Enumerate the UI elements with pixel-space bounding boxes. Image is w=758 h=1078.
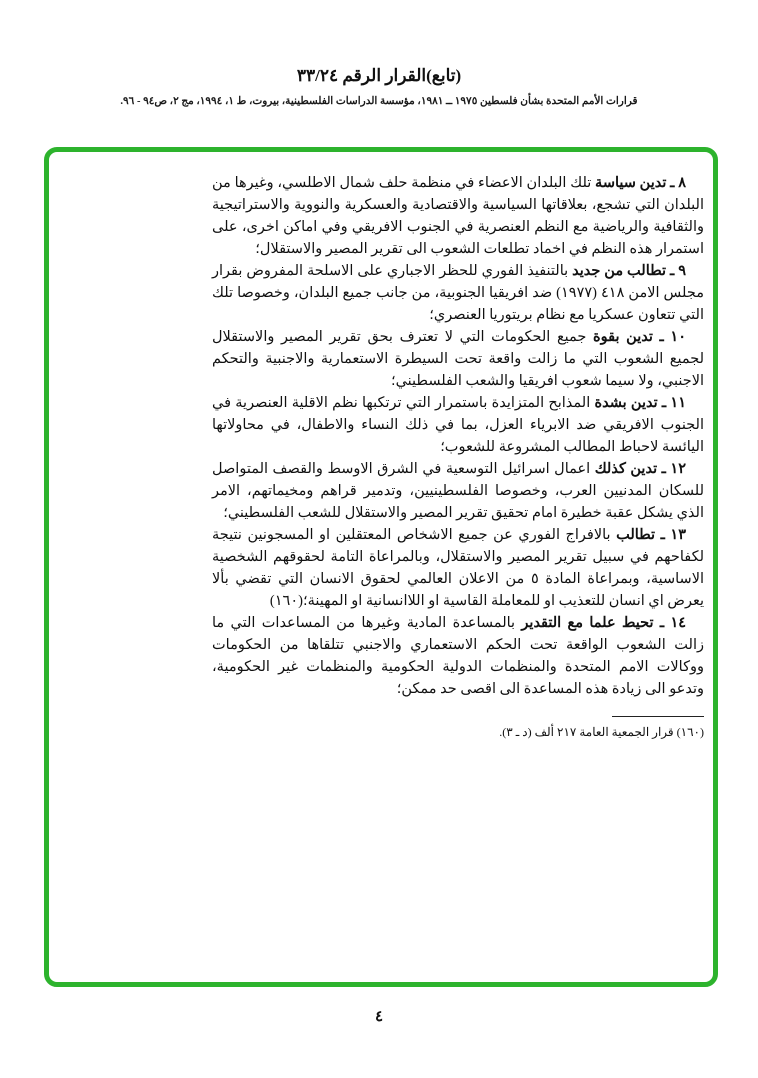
footnote: (١٦٠) قرار الجمعية العامة ٢١٧ ألف (د ـ ٣). — [499, 725, 704, 739]
body-paragraph — [212, 612, 704, 700]
paragraph-lead: ٩ ـ تطالب من جديد — [572, 263, 687, 279]
body-paragraph — [212, 458, 704, 524]
paragraph-lead: ١٤ ـ تحيط علما مع التقدير — [521, 615, 687, 631]
body-paragraph — [212, 392, 704, 458]
paragraph-lead: ٨ ـ تدين سياسة — [595, 175, 686, 191]
paragraph-text: تلك البلدان الاعضاء في منظمة حلف شمال الاطلسي، وغيرها من البلدان التي تشجع، بعلاقاتها السياسية والاقتصادية والعسكرية والنووية والاستراتيجية والثقافية والرياضية مع النظم العنصرية في الجنوب الافريقي وفي اماكن اخرى، على استمرار هذه النظم في اخماد تطلعات الشعوب الى تقرير المصير والاستقلال؛ — [212, 175, 704, 257]
paragraph-lead: ١٢ ـ تدين كذلك — [594, 461, 686, 477]
paragraph-lead: ١٣ ـ تطالب — [616, 527, 686, 543]
paragraph-text: بالتنفيذ الفوري للحظر الاجباري على الاسلحة المفروض بقرار مجلس الامن ٤١٨ (١٩٧٧) ضد افريقيا الجنوبية، من جانب جميع البلدان، وخصوصا تلك التي تتعاون عسكريا مع نظام بريتوريا العنصري؛ — [212, 263, 704, 323]
page-number: ٤ — [374, 1009, 384, 1025]
paragraph-text: بالمساعدة المادية وغيرها من المساعدات التي ما زالت الشعوب الواقعة تحت الحكم الاستعماري والاجنبي تتلقاها من الحكومات ووكالات الامم المتحدة والمنظمات الدولية الحكومية والمنظمات غير الحكومية، وتدعو الى زيادة هذه المساعدة الى اقصى حد ممكن؛ — [212, 615, 704, 697]
body-paragraph — [212, 260, 704, 326]
paragraph-lead: ١١ ـ تدين بشدة — [594, 395, 686, 411]
document-body — [212, 172, 704, 741]
paragraph-text: المذابح المتزايدة باستمرار التي ترتكبها نظم الاقلية العنصرية في الجنوب الافريقي ضد الابرياء العزل، بما في ذلك النساء والاطفال، في محاولاتها اليائسة لاحباط المطالب المشروعة للشعوب؛ — [212, 395, 704, 455]
paragraph-lead: ١٠ ـ تدين بقوة — [593, 329, 686, 345]
footnote-divider — [612, 716, 704, 717]
source-citation: قرارات الأمم المتحدة بشأن فلسطين ١٩٧٥ ــ ١٩٨١، مؤسسة الدراسات الفلسطينية، بيروت، ط ١، ١٩٩٤، مج ٢، ص٩٤ - ٩٦. — [120, 96, 638, 107]
body-paragraph — [212, 326, 704, 392]
paragraph-text: بالافراج الفوري عن جميع الاشخاص المعتقلين او المسجونين نتيجة لكفاحهم في سبيل تقرير المصير والاستقلال، وبالمراعاة التامة لحقوقهم الشخصية الاساسية، وبمراعاة المادة ٥ من الاعلان العالمي لحقوق الانسان التي تقضي بألا يعرض اي انسان للتعذيب او للمعاملة القاسية او اللاانسانية او المهينة؛(١٦٠) — [212, 527, 704, 609]
paragraph-text: اعمال اسرائيل التوسعية في الشرق الاوسط والقصف المتواصل للسكان المدنيين العرب، وخصوصا الفلسطينيين، وتدمير قراهم ومخيماتهم، الامر الذي يشكل عقبة خطيرة امام تحقيق تقرير المصير والاستقلال للشعب الفلسطيني؛ — [212, 461, 704, 521]
body-paragraph — [212, 524, 704, 612]
page-title: (تابع)القرار الرقم ٣٣/٢٤ — [296, 66, 462, 85]
paragraph-text: جميع الحكومات التي لا تعترف بحق تقرير المصير والاستقلال لجميع الشعوب التي ما زالت واقعة تحت السيطرة الاستعمارية والاجنبية والتحكم الاجنبي، ولا سيما شعوب افريقيا والشعب الفلسطيني؛ — [212, 329, 704, 389]
page-header — [0, 66, 758, 107]
body-paragraph — [212, 172, 704, 260]
footnote-block — [212, 716, 704, 741]
